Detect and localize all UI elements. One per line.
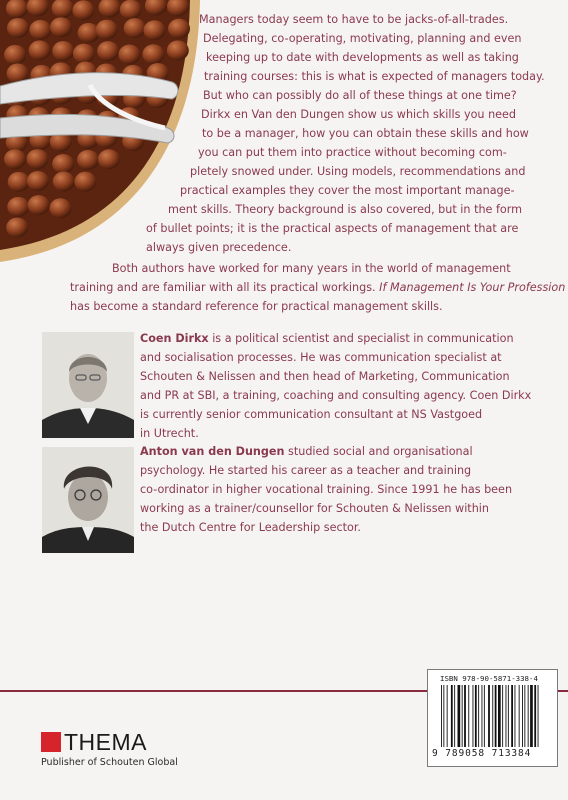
bio-line-text: is a political scientist and specialist in communication xyxy=(208,332,514,345)
isbn-barcode xyxy=(427,669,558,767)
barcode-bar xyxy=(508,685,509,747)
bio-line: the Dutch Centre for Leadership sector. xyxy=(140,521,361,534)
barcode-bar xyxy=(538,685,539,747)
intro-line: practical examples they cover the most important manage- xyxy=(180,184,515,197)
bio-line: psychology. He started his career as a teacher and training xyxy=(140,464,472,477)
barcode-icon xyxy=(441,685,545,747)
barcode-bar xyxy=(502,685,503,747)
barcode-bar xyxy=(447,685,448,747)
barcode-bar xyxy=(478,685,479,747)
barcode-bar xyxy=(530,685,533,747)
intro-line-text: training and are familiar with all its practical workings. xyxy=(70,281,376,294)
barcode-bar xyxy=(484,685,485,747)
bio-line xyxy=(140,442,550,461)
intro-line: Dirkx en Van den Dungen show us which skills you need xyxy=(201,108,517,121)
barcode-bar xyxy=(519,685,520,747)
barcode-bar xyxy=(506,685,507,747)
intro-line: Delegating, co-operating, motivating, planning and even xyxy=(203,32,522,45)
intro-line: always given precedence. xyxy=(146,241,292,254)
barcode-bar xyxy=(451,685,453,747)
intro-text xyxy=(0,10,568,320)
barcode-bar xyxy=(524,685,525,747)
barcode-bar xyxy=(468,685,469,747)
barcode-bar xyxy=(534,685,536,747)
book-title: If Management Is Your Profession xyxy=(379,281,566,294)
logo-square-icon xyxy=(41,732,61,752)
barcode-bar xyxy=(488,685,490,747)
intro-line: training courses: this is what is expected of managers today. xyxy=(204,70,545,83)
barcode-bar xyxy=(515,685,516,747)
barcode-bar xyxy=(464,685,466,747)
author-photo xyxy=(42,332,134,438)
barcode-bar xyxy=(495,685,497,747)
bio-line: in Utrecht. xyxy=(140,427,199,440)
intro-line: ment skills. Theory background is also covered, but in the form xyxy=(168,203,523,216)
barcode-number: 9 789058 713384 xyxy=(432,748,532,759)
barcode-bar xyxy=(462,685,463,747)
barcode-bar xyxy=(454,685,455,747)
author-bio xyxy=(140,329,550,443)
author-name: Anton van den Dungen xyxy=(140,445,285,458)
intro-line: of bullet points; it is the practical aspects of management that are xyxy=(146,222,519,235)
bio-line-text: studied social and organisational xyxy=(284,445,473,458)
barcode-bar xyxy=(475,685,477,747)
barcode-bar xyxy=(511,685,513,747)
intro-line: But who can possibly do all of these things at one time? xyxy=(203,89,517,102)
barcode-bar xyxy=(522,685,523,747)
barcode-bar xyxy=(482,685,483,747)
bio-line: co-ordinator in higher vocational training. Since 1991 he has been xyxy=(140,483,513,496)
intro-line: Both authors have worked for many years in the world of management xyxy=(112,262,511,275)
bio-line: and PR at SBI, a training, coaching and consulting agency. Coen Dirkx xyxy=(140,389,532,402)
intro-line: keeping up to date with developments as well as taking xyxy=(206,51,519,64)
intro-line: you can put them into practice without becoming com- xyxy=(198,146,507,159)
barcode-bar xyxy=(473,685,474,747)
intro-line: has become a standard reference for practical management skills. xyxy=(70,300,443,313)
author-bio xyxy=(140,442,550,537)
barcode-bar xyxy=(441,685,442,747)
intro-line: pletely snowed under. Using models, recommendations and xyxy=(190,165,526,178)
bio-line xyxy=(140,329,550,348)
publisher-name: THEMA xyxy=(64,729,147,755)
isbn-text: ISBN 978-90-5871-338-4 xyxy=(440,674,538,683)
barcode-bar xyxy=(443,685,444,747)
author-name: Coen Dirkx xyxy=(140,332,209,345)
barcode-bar xyxy=(498,685,501,747)
bio-line: working as a trainer/counsellor for Schouten & Nelissen within xyxy=(140,502,489,515)
bio-line: is currently senior communication consultant at NS Vastgoed xyxy=(140,408,483,421)
barcode-bar xyxy=(528,685,529,747)
bio-line: and socialisation processes. He was communication specialist at xyxy=(140,351,502,364)
barcode-bar xyxy=(492,685,493,747)
intro-line xyxy=(70,278,565,297)
intro-line: to be a manager, how you can obtain these skills and how xyxy=(202,127,529,140)
publisher-tagline: Publisher of Schouten Global xyxy=(41,757,178,768)
intro-line: Managers today seem to have to be jacks-of-all-trades. xyxy=(199,13,509,26)
bio-line: Schouten & Nelissen and then head of Marketing, Communication xyxy=(140,370,510,383)
barcode-bar xyxy=(458,685,461,747)
author-photo xyxy=(42,447,134,553)
